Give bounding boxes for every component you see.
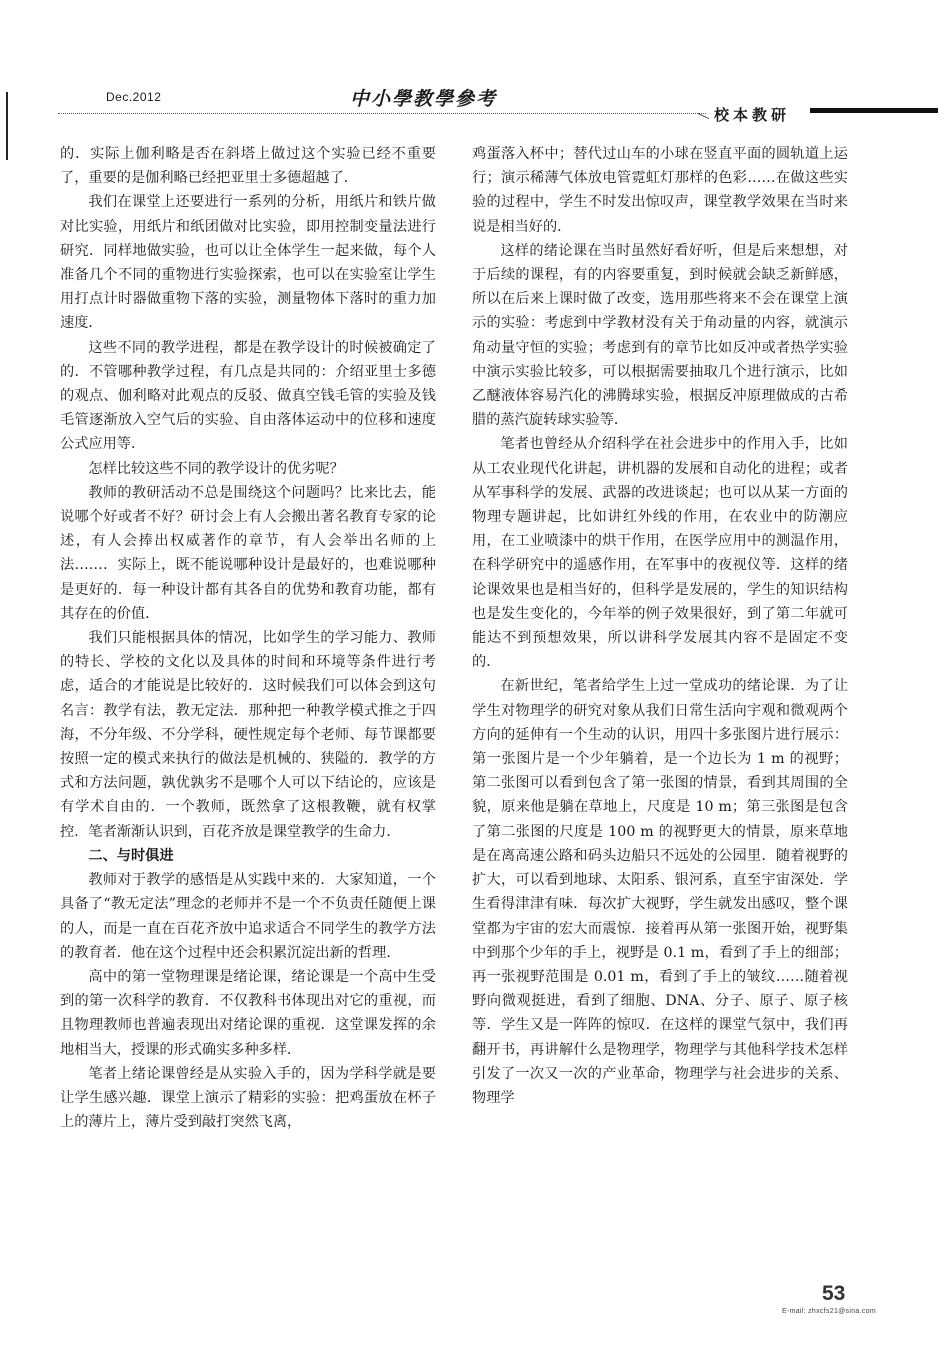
scan-edge-mark — [6, 92, 8, 160]
paragraph: 高中的第一堂物理课是绪论课，绪论课是一个高中生受到的第一次科学的教育．不仅教科书体现出对它的重视，而且物理教师也普遍表现出对绪论课的重视．这堂课发挥的余地相当大，授课的形式确实多种多样． — [60, 968, 436, 1058]
journal-title: 中小學教學參考 — [350, 88, 498, 110]
page-number: 53 — [822, 1282, 846, 1305]
right-column — [472, 142, 848, 1110]
issue-date: Dec.2012 — [106, 90, 162, 104]
paragraph: 怎样比较这些不同的教学设计的优劣呢？ — [88, 460, 344, 477]
paragraph: 我们只能根据具体的情况，比如学生的学习能力、教师的特长、学校的文化以及具体的时间和环境等条件进行考虑，适合的才能说是比较好的．这时候我们可以体会到这句名言：教学有法，教无定法．那种把一种教学模式推之于四海，不分年级、不分学科，硬性规定每个老师、每节课都要按照一定的模式来执行的做法是机械的、狭隘的．教学的方式和方法问题，孰优孰劣不是哪个人可以下结论的，应该是有学术自由的．一个教师，既然拿了这根教鞭，就有权掌控．笔者渐渐认识到，百花齐放是课堂教学的生命力． — [60, 630, 436, 840]
paragraph: 这样的绪论课在当时虽然好看好听，但是后来想想，对于后续的课程，有的内容要重复，到时候就会缺乏新鲜感，所以在后来上课时做了改变，选用那些将来不会在课堂上演示的实验：考虑到中学教材没有关于角动量的内容，就演示角动量守恒的实验；考虑到有的章节比如反冲或者热学实验中演示实验比较多，可以根据需要抽取几个进行演示，比如乙醚液体容易汽化的沸腾球实验，根据反冲原理做成的古希腊的蒸汽旋转球实验等． — [472, 242, 848, 429]
paragraph: 笔者也曾经从介绍科学在社会进步中的作用入手，比如从工农业现代化讲起，讲机器的发展和自动化的进程；或者从军事科学的发展、武器的改进谈起；也可以从某一方面的物理专题讲起，比如讲红外线的作用，在农业中的防潮应用，在工业喷漆中的烘干作用，在医学应用中的测温作用，在科学研究中的遥感作用，在军事中的夜视仪等．这样的绪论课效果也是相当好的，但科学是发展的，学生的知识结构也是发生变化的，今年举的例子效果很好，到了第二年就可能达不到预想效果，所以讲科学发展其内容不是固定不变的． — [472, 436, 848, 671]
paragraph: 这些不同的教学进程，都是在教学设计的时候被确定了的．不管哪种教学过程，有几点是共同的：介绍亚里士多德的观点、伽利略对此观点的反驳、做真空钱毛管的实验及钱毛管逐渐放入空气后的实验、自由落体运动中的位移和速度公式应用等． — [60, 339, 436, 453]
header-thick-rule — [810, 108, 938, 113]
footer-email: E-mail: zhxcfs21@sina.com — [782, 1308, 876, 1315]
left-column — [60, 142, 436, 1134]
paragraph: 教师的教研活动不总是围绕这个问题吗？比来比去，能说哪个好或者不好？研讨会上有人会搬出著名教育专家的论述，有人会捧出权威著作的章节，有人会举出名师的上法……．实际上，既不能说哪种设计是最好的，也难说哪种是更好的．每一种设计都有其各自的优势和教育功能，都有其存在的价值． — [60, 484, 436, 622]
header-dotted-rule — [58, 113, 706, 114]
paragraph: 教师对于教学的感悟是从实践中来的．大家知道，一个具备了“教无定法”理念的老师并不是一个不负责任随便上课的人，而是一直在百花齐放中追求适合不同学生的教学方法的教育者．他在这个过程中还会积累沉淀出新的哲理． — [60, 872, 436, 961]
paragraph: 在新世纪，笔者给学生上过一堂成功的绪论课．为了让学生对物理学的研究对象从我们日常生活向宇观和微观两个方向的延伸有一个生动的认识，用四十多张图片进行展示：第一张图片是一个少年躺着，是一个边长为 1 m 的视野；第二张图可以看到包含了第一张图的情景，看到其周围的全貌，原来他是躺在草地上，尺度是 10 m；第三张图是包含了第二张图的尺度是 100 m 的视野更大的情景，原来草地是在离高速公路和码头边船只不远处的公园里．随着视野的扩大，可以看到地球、太阳系、银河系，直至宇宙深处．学生看得津津有味．每次扩大视野，学生就发出感叹，整个课堂都为宇宙的宏大而震惊．接着再从第一张图开始，视野集中到那个少年的手上，视野是 0.1 m，看到了手上的细部；再一张视野范围是 0.01 m，看到了手上的皱纹……随着视野向微观挺进，看到了细胞、DNA、分子、原子、原子核等．学生又是一阵阵的惊叹．在这样的课堂气氛中，我们再翻开书，再讲解什么是物理学，物理学与其他科学技术怎样引发了一次又一次的产业革命，物理学与社会进步的关系、物理学 — [472, 678, 848, 1106]
paragraph: 笔者上绪论课曾经是从实验入手的，因为学科学就是要让学生感兴趣．课堂上演示了精彩的实验：把鸡蛋放在杯子上的薄片上，薄片受到敲打突然飞离， — [60, 1065, 436, 1131]
page-header — [58, 80, 938, 130]
section-title: 校本教研 — [714, 106, 791, 124]
paragraph: 的．实际上伽利略是否在斜塔上做过这个实验已经不重要了，重要的是伽利略已经把亚里士多德超越了． — [60, 146, 436, 187]
paragraph: 我们在课堂上还要进行一系列的分析，用纸片和铁片做对比实验，用纸片和纸团做对比实验，即用控制变量法进行研究．同样地做实验，也可以让全体学生一起来做，每个人准备几个不同的重物进行实验探索，也可以在实验室让学生用打点计时器做重物下落的实验，测量物体下落时的重力加速度． — [60, 194, 436, 332]
section-heading: 二、与时俱进 — [88, 847, 174, 864]
paragraph: 鸡蛋落入杯中；替代过山车的小球在竖直平面的圆轨道上运行；演示稀薄气体放电管霓虹灯那样的色彩……在做这些实验的过程中，学生不时发出惊叹声，课堂教学效果在当时来说是相当好的． — [472, 146, 848, 235]
